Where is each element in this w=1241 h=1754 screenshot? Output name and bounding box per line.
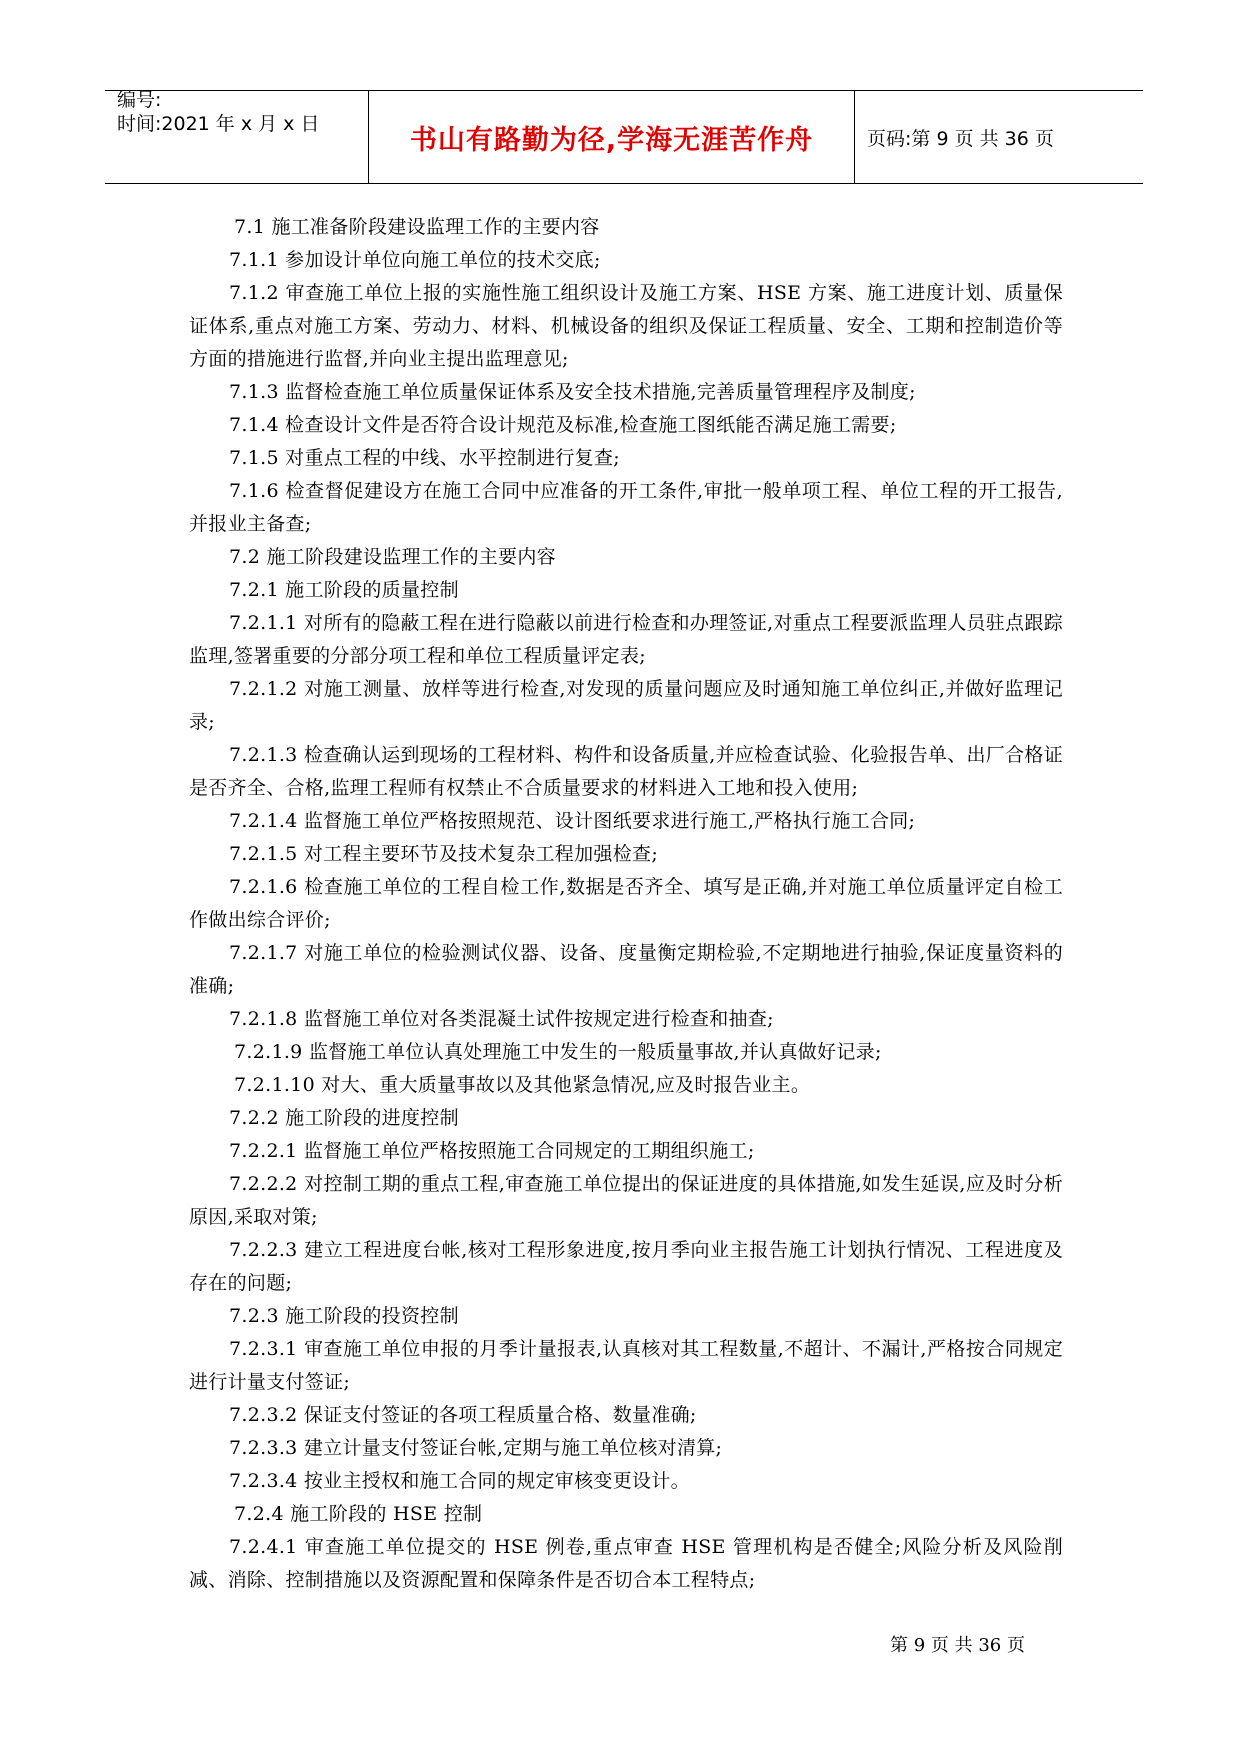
paragraph: 7.2.1.2 对施工测量、放样等进行检查,对发现的质量问题应及时通知施工单位纠正,并做好监理记录;: [189, 678, 1063, 733]
paragraph: 7.2.1.4 监督施工单位严格按照规范、设计图纸要求进行施工,严格执行施工合同;: [229, 810, 916, 832]
paragraph: 7.1.6 检查督促建设方在施工合同中应准备的开工条件,审批一般单项工程、单位工程的开工报告,并报业主备查;: [189, 480, 1063, 535]
serial-number-label: 编号:: [117, 89, 162, 111]
time-label: 时间:2021 年 x 月 x 日: [117, 113, 320, 135]
paragraph: 7.2.1.9 监督施工单位认真处理施工中发生的一般质量事故,并认真做好记录;: [234, 1041, 882, 1063]
paragraph: 7.2.1.3 检查确认运到现场的工程材料、构件和设备质量,并应检查试验、化验报告单、出厂合格证是否齐全、合格,监理工程师有权禁止不合质量要求的材料进入工地和投入使用;: [189, 744, 1063, 799]
paragraph: 7.1.5 对重点工程的中线、水平控制进行复查;: [229, 447, 620, 469]
paragraph: 7.2.1.8 监督施工单位对各类混凝土试件按规定进行检查和抽查;: [229, 1008, 774, 1030]
paragraph: 7.1.3 监督检查施工单位质量保证体系及安全技术措施,完善质量管理程序及制度;: [229, 381, 916, 403]
page-info: 页码:第 9 页 共 36 页: [867, 127, 1054, 150]
paragraph: 7.2.2.3 建立工程进度台帐,核对工程形象进度,按月季向业主报告施工计划执行情况、工程进度及存在的问题;: [189, 1239, 1063, 1294]
paragraph: 7.2.3.1 审查施工单位申报的月季计量报表,认真核对其工程数量,不超计、不漏计,严格按合同规定进行计量支付签证;: [189, 1338, 1063, 1393]
paragraph: 7.2.3.3 建立计量支付签证台帐,定期与施工单位核对清算;: [229, 1437, 723, 1459]
paragraph: 7.2.1.10 对大、重大质量事故以及其他紧急情况,应及时报告业主。: [234, 1074, 811, 1096]
header-motto-cell: [368, 91, 855, 183]
paragraph: 7.2.2.1 监督施工单位严格按照施工合同规定的工期组织施工;: [229, 1140, 755, 1162]
heading-7-2: 7.2 施工阶段建设监理工作的主要内容: [229, 546, 556, 568]
paragraph: 7.2.3.2 保证支付签证的各项工程质量合格、数量准确;: [229, 1404, 697, 1426]
paragraph: 7.2.1.6 检查施工单位的工程自检工作,数据是否齐全、填写是正确,并对施工单位质量评定自检工作做出综合评价;: [189, 876, 1063, 931]
paragraph: 7.1.1 参加设计单位向施工单位的技术交底;: [229, 249, 601, 271]
paragraph: 7.2.2.2 对控制工期的重点工程,审查施工单位提出的保证进度的具体措施,如发生延误,应及时分析原因,采取对策;: [189, 1173, 1063, 1228]
paragraph: 7.2.4.1 审查施工单位提交的 HSE 例卷,重点审查 HSE 管理机构是否健全;风险分析及风险削减、消除、控制措施以及资源配置和保障条件是否切合本工程特点;: [189, 1536, 1063, 1591]
page-footer: 第 9 页 共 36 页: [890, 1635, 1025, 1656]
paragraph: 7.1.2 审查施工单位上报的实施性施工组织设计及施工方案、HSE 方案、施工进度计划、质量保证体系,重点对施工方案、劳动力、材料、机械设备的组织及保证工程质量、安全、工期和控制造价等方面的措施进行监督,并向业主提出监理意见;: [189, 282, 1063, 370]
heading-7-2-2: 7.2.2 施工阶段的进度控制: [229, 1107, 459, 1129]
header-meta: [105, 91, 368, 183]
page-header: [105, 90, 1143, 184]
paragraph: 7.2.1.5 对工程主要环节及技术复杂工程加强检查;: [229, 843, 659, 865]
heading-7-2-1: 7.2.1 施工阶段的质量控制: [229, 579, 459, 601]
paragraph: 7.1.4 检查设计文件是否符合设计规范及标准,检查施工图纸能否满足施工需要;: [229, 414, 897, 436]
paragraph: 7.2.3.4 按业主授权和施工合同的规定审核变更设计。: [229, 1470, 690, 1492]
motto: 书山有路勤为径,学海无涯苦作舟: [409, 124, 814, 156]
paragraph: 7.2.1.7 对施工单位的检验测试仪器、设备、度量衡定期检验,不定期地进行抽验,保证度量资料的准确;: [189, 942, 1063, 997]
heading-7-2-3: 7.2.3 施工阶段的投资控制: [229, 1305, 459, 1327]
heading-7-2-4: 7.2.4 施工阶段的 HSE 控制: [234, 1503, 483, 1525]
document-body: [189, 211, 1063, 1597]
heading-7-1: 7.1 施工准备阶段建设监理工作的主要内容: [234, 216, 600, 238]
paragraph: 7.2.1.1 对所有的隐蔽工程在进行隐蔽以前进行检查和办理签证,对重点工程要派监理人员驻点跟踪监理,签署重要的分部分项工程和单位工程质量评定表;: [189, 612, 1063, 667]
header-page-cell: [855, 91, 1143, 183]
